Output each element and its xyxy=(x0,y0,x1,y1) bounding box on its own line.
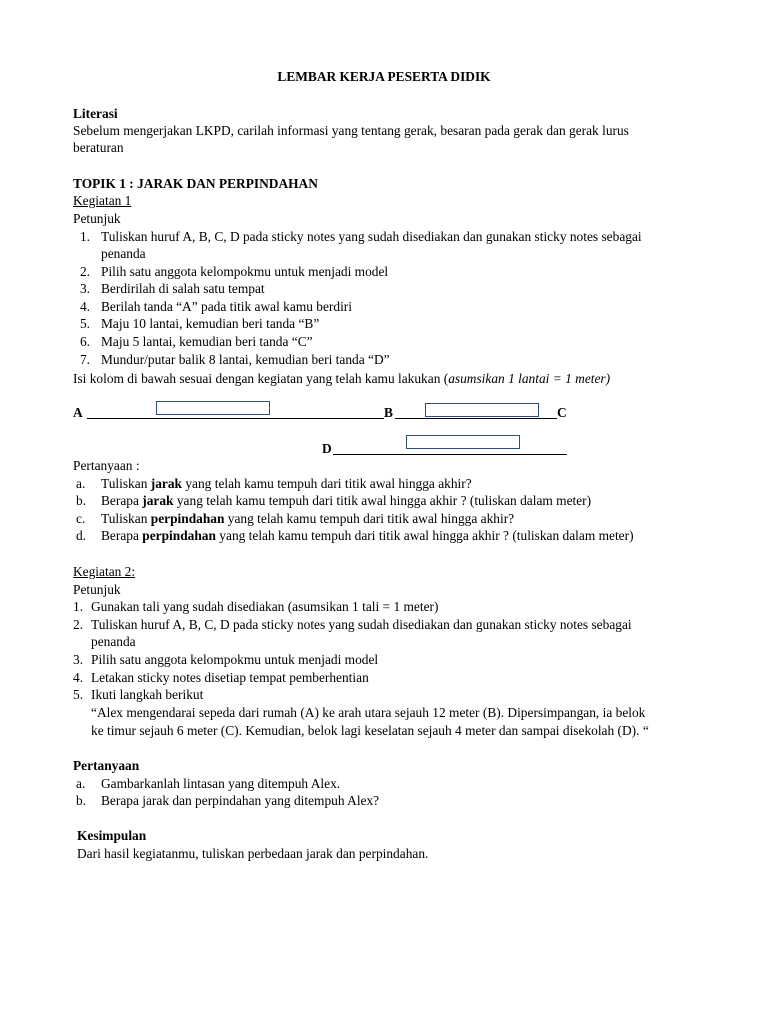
kegiatan2-label: Kegiatan 2: xyxy=(73,564,136,579)
point-a-label: A xyxy=(73,405,83,420)
list-item-number: 6. xyxy=(79,334,90,349)
kegiatan2-pertanyaan-label: Pertanyaan xyxy=(73,758,140,773)
segment-d-line xyxy=(333,454,567,455)
instruction-italic: asumsikan 1 lantai = 1 meter) xyxy=(448,371,611,386)
question-letter: a. xyxy=(76,776,86,791)
list-item-number: 3. xyxy=(79,281,90,296)
question-item: Tuliskan perpindahan yang telah kamu tempuh dari titik awal hingga akhir? xyxy=(101,511,515,526)
list-item-number: 1. xyxy=(79,229,90,244)
point-c-label: C xyxy=(557,405,567,420)
question-letter: b. xyxy=(76,493,87,508)
list-item-number: 4. xyxy=(73,670,84,685)
list-item-number: 1. xyxy=(73,599,84,614)
answer-box-cd[interactable] xyxy=(406,435,520,449)
answer-box-bc[interactable] xyxy=(425,403,539,417)
list-item: Pilih satu anggota kelompokmu untuk menjadi model xyxy=(91,652,379,667)
list-item: Berilah tanda “A” pada titik awal kamu berdiri xyxy=(101,299,352,314)
kegiatan1-petunjuk: Petunjuk xyxy=(73,211,121,226)
question-item: Tuliskan jarak yang telah kamu tempuh dari titik awal hingga akhir? xyxy=(101,476,472,491)
list-item: Tuliskan huruf A, B, C, D pada sticky notes yang sudah disediakan dan gunakan sticky notes sebagai xyxy=(101,229,642,244)
answer-box-ab[interactable] xyxy=(156,401,270,415)
literasi-text-line1: Sebelum mengerjakan LKPD, carilah informasi yang tentang gerak, besaran pada gerak dan gerak lurus xyxy=(73,123,629,138)
list-item: Mundur/putar balik 8 lantai, kemudian beri tanda “D” xyxy=(101,352,390,367)
list-item: Maju 10 lantai, kemudian beri tanda “B” xyxy=(101,316,320,331)
list-item-number: 3. xyxy=(73,652,84,667)
list-item: Ikuti langkah berikut xyxy=(91,687,204,702)
list-item-number: 5. xyxy=(79,316,90,331)
page-title: LEMBAR KERJA PESERTA DIDIK xyxy=(277,69,491,84)
list-item: Tuliskan huruf A, B, C, D pada sticky notes yang sudah disediakan dan gunakan sticky notes sebagai xyxy=(91,617,632,632)
kegiatan1-label: Kegiatan 1 xyxy=(73,193,132,208)
instruction-text: Isi kolom di bawah sesuai dengan kegiatan yang telah kamu lakukan ( xyxy=(73,371,449,386)
kegiatan2-petunjuk: Petunjuk xyxy=(73,582,121,597)
question-item: Berapa jarak dan perpindahan yang ditempuh Alex? xyxy=(101,793,380,808)
list-item: Berdirilah di salah satu tempat xyxy=(101,281,265,296)
question-item: Berapa perpindahan yang telah kamu tempuh dari titik awal hingga akhir ? (tuliskan dalam meter) xyxy=(101,528,634,543)
list-item: Gunakan tali yang sudah disediakan (asumsikan 1 tali = 1 meter) xyxy=(91,599,439,614)
kegiatan1-pertanyaan-label: Pertanyaan : xyxy=(73,458,140,473)
segment-bc-line xyxy=(395,418,557,419)
question-letter: b. xyxy=(76,793,87,808)
list-item-number: 7. xyxy=(79,352,90,367)
list-item: Maju 5 lantai, kemudian beri tanda “C” xyxy=(101,334,313,349)
list-item-number: 2. xyxy=(73,617,84,632)
point-b-label: B xyxy=(384,405,393,420)
story-text-line2: ke timur sejauh 6 meter (C). Kemudian, belok lagi keselatan sejauh 4 meter dan sampai disekolah (D). “ xyxy=(91,723,649,738)
question-item: Gambarkanlah lintasan yang ditempuh Alex. xyxy=(101,776,341,791)
literasi-heading: Literasi xyxy=(73,106,118,121)
kesimpulan-text: Dari hasil kegiatanmu, tuliskan perbedaan jarak dan perpindahan. xyxy=(77,846,429,861)
list-item-number: 5. xyxy=(73,687,84,702)
question-letter: c. xyxy=(76,511,86,526)
question-letter: a. xyxy=(76,476,86,491)
list-item: Letakan sticky notes disetiap tempat pemberhentian xyxy=(91,670,369,685)
segment-ab-line xyxy=(87,418,384,419)
literasi-text-line2: beraturan xyxy=(73,140,124,155)
question-letter: d. xyxy=(76,528,87,543)
point-d-label: D xyxy=(322,441,332,456)
list-item-continuation: penanda xyxy=(91,634,136,649)
kesimpulan-heading: Kesimpulan xyxy=(77,828,147,843)
topik1-heading: TOPIK 1 : JARAK DAN PERPINDAHAN xyxy=(73,176,318,191)
kegiatan1-instruction xyxy=(73,370,610,388)
list-item-number: 2. xyxy=(79,264,90,279)
list-item: Pilih satu anggota kelompokmu untuk menjadi model xyxy=(101,264,389,279)
list-item-number: 4. xyxy=(79,299,90,314)
story-text-line1: “Alex mengendarai sepeda dari rumah (A) ke arah utara sejauh 12 meter (B). Dipersimpangan, ia belok xyxy=(91,705,646,720)
question-item: Berapa jarak yang telah kamu tempuh dari titik awal hingga akhir ? (tuliskan dalam meter) xyxy=(101,493,592,508)
list-item-continuation: penanda xyxy=(101,246,146,261)
